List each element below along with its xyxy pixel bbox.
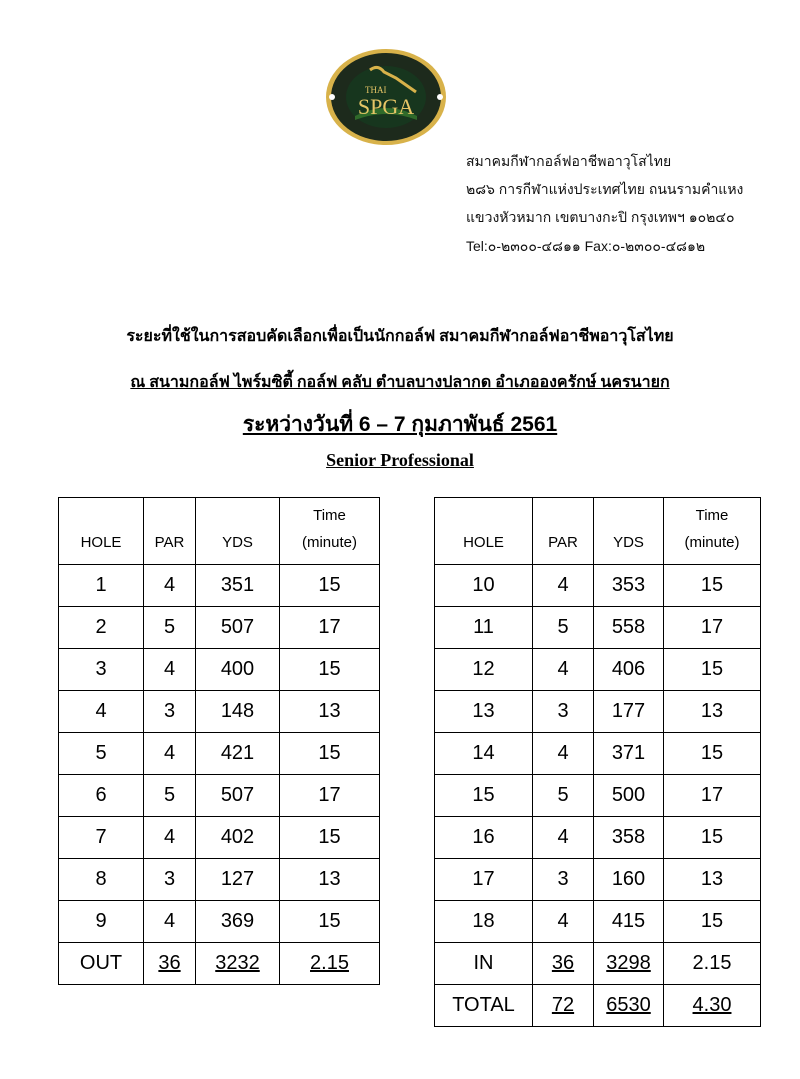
time-total-cell: [280, 943, 380, 985]
header-row: [435, 498, 761, 565]
par-cell: 4: [144, 733, 196, 775]
table-row: [59, 733, 380, 775]
time-cell: 17: [664, 607, 761, 649]
hole-header: HOLE: [435, 498, 533, 565]
hole-cell: 13: [435, 691, 533, 733]
hole-cell: 5: [59, 733, 144, 775]
par-cell: 4: [533, 733, 594, 775]
yds-cell: 358: [594, 817, 664, 859]
summary-value: 3232: [215, 952, 260, 974]
hole-cell: 11: [435, 607, 533, 649]
venue-line: ณ สนามกอล์ฟ ไพร์มซิตี้ กอล์ฟ คลับ ตำบลบางปลากด อำเภอองครักษ์ นครนายก: [130, 374, 670, 391]
yds-cell: 353: [594, 565, 664, 607]
table-row: [435, 565, 761, 607]
yds-cell: 507: [196, 775, 280, 817]
hole-cell: 9: [59, 901, 144, 943]
table-row: [435, 733, 761, 775]
par-cell: 3: [533, 691, 594, 733]
hole-cell: 8: [59, 859, 144, 901]
yds-total-cell: [196, 943, 280, 985]
table-row: [435, 691, 761, 733]
table-row: [59, 607, 380, 649]
yds-cell: 351: [196, 565, 280, 607]
hole-header: HOLE: [59, 498, 144, 565]
hole-cell: 7: [59, 817, 144, 859]
time-cell: 13: [280, 691, 380, 733]
summary-value: 6530: [606, 994, 651, 1016]
table-row: [59, 859, 380, 901]
summary-value: OUT: [79, 952, 123, 974]
yds-cell: 369: [196, 901, 280, 943]
yds-cell: 500: [594, 775, 664, 817]
time-total-cell: [664, 985, 761, 1027]
summary-value: 2.15: [692, 952, 732, 974]
thai-spga-logo: [325, 48, 447, 146]
par-cell: 4: [144, 901, 196, 943]
yds-total-cell: [594, 985, 664, 1027]
yds-cell: 415: [594, 901, 664, 943]
hole-cell: 18: [435, 901, 533, 943]
yds-cell: 558: [594, 607, 664, 649]
yds-cell: 421: [196, 733, 280, 775]
par-cell: 4: [533, 649, 594, 691]
address-line-1: ๒๘๖ การกีฬาแห่งประเทศไทย ถนนรามคำแหง: [466, 181, 744, 197]
par-total-cell: [533, 943, 594, 985]
table-row: [435, 817, 761, 859]
par-cell: 3: [144, 859, 196, 901]
hole-cell: 1: [59, 565, 144, 607]
table-row: [59, 649, 380, 691]
contact-line: Tel:๐-๒๓๐๐-๔๘๑๑ Fax:๐-๒๓๐๐-๔๘๑๒: [466, 238, 706, 254]
time-cell: 13: [280, 859, 380, 901]
hole-cell: 2: [59, 607, 144, 649]
hole-cell: 14: [435, 733, 533, 775]
time-cell: 17: [280, 607, 380, 649]
hole-total-cell: [59, 943, 144, 985]
par-cell: 4: [533, 901, 594, 943]
summary-value: 36: [551, 952, 575, 974]
yds-cell: 148: [196, 691, 280, 733]
time-cell: 15: [664, 901, 761, 943]
yds-cell: 402: [196, 817, 280, 859]
hole-cell: 17: [435, 859, 533, 901]
yds-total-cell: [594, 943, 664, 985]
par-cell: 4: [144, 565, 196, 607]
yds-cell: 127: [196, 859, 280, 901]
time-label: Time: [313, 507, 346, 524]
minute-label: (minute): [301, 534, 357, 551]
summary-value: TOTAL: [452, 994, 515, 1016]
summary-value: IN: [473, 952, 494, 974]
summary-row: [435, 943, 761, 985]
yds-cell: 160: [594, 859, 664, 901]
par-cell: 4: [533, 565, 594, 607]
summary-row: [435, 985, 761, 1027]
time-cell: 15: [280, 649, 380, 691]
par-cell: 4: [144, 817, 196, 859]
logo-spga-text: SPGA: [357, 94, 415, 119]
hole-total-cell: [435, 985, 533, 1027]
table-row: [435, 859, 761, 901]
category-heading: Senior Professional: [326, 450, 474, 470]
time-total-cell: [664, 943, 761, 985]
time-cell: 15: [280, 901, 380, 943]
yds-header: YDS: [594, 498, 664, 565]
par-cell: 3: [533, 859, 594, 901]
time-cell: 15: [280, 733, 380, 775]
par-cell: 5: [144, 775, 196, 817]
par-header: PAR: [533, 498, 594, 565]
time-cell: 13: [664, 859, 761, 901]
time-cell: 15: [664, 565, 761, 607]
time-label: Time: [695, 507, 729, 524]
table-row: [435, 775, 761, 817]
par-cell: 5: [533, 775, 594, 817]
time-cell: 15: [280, 817, 380, 859]
time-cell: 15: [280, 565, 380, 607]
address-line-2: แขวงหัวหมาก เขตบางกะปิ กรุงเทพฯ ๑๐๒๔๐: [466, 209, 735, 225]
par-total-cell: [533, 985, 594, 1027]
par-cell: 3: [144, 691, 196, 733]
hole-cell: 12: [435, 649, 533, 691]
table-row: [59, 817, 380, 859]
document-title: ระยะที่ใช้ในการสอบคัดเลือกเพื่อเป็นนักกอล์ฟ สมาคมกีฬากอล์ฟอาชีพอาวุโสไทย: [126, 328, 674, 345]
hole-cell: 16: [435, 817, 533, 859]
front-nine-table: [58, 497, 380, 985]
minute-label: (minute): [684, 534, 740, 551]
yds-cell: 400: [196, 649, 280, 691]
par-header: PAR: [144, 498, 196, 565]
time-cell: 15: [664, 817, 761, 859]
time-cell: 17: [664, 775, 761, 817]
hole-total-cell: [435, 943, 533, 985]
association-name: สมาคมกีฬากอล์ฟอาชีพอาวุโสไทย: [466, 153, 672, 169]
table-row: [59, 565, 380, 607]
table-row: [435, 649, 761, 691]
table-row: [59, 901, 380, 943]
table-row: [59, 775, 380, 817]
par-cell: 4: [144, 649, 196, 691]
header-row: [59, 498, 380, 565]
yds-cell: 371: [594, 733, 664, 775]
yds-cell: 507: [196, 607, 280, 649]
time-cell: 15: [664, 733, 761, 775]
par-cell: 5: [144, 607, 196, 649]
hole-cell: 6: [59, 775, 144, 817]
summary-value: 36: [158, 952, 181, 974]
date-range: ระหว่างวันที่ 6 – 7 กุมภาพันธ์ 2561: [242, 413, 558, 436]
summary-value: 2.15: [310, 952, 349, 974]
logo-thai-text: THAI: [365, 85, 387, 95]
hole-cell: 10: [435, 565, 533, 607]
yds-header: YDS: [196, 498, 280, 565]
yds-cell: 177: [594, 691, 664, 733]
hole-cell: 4: [59, 691, 144, 733]
hole-cell: 3: [59, 649, 144, 691]
table-row: [435, 607, 761, 649]
table-row: [59, 691, 380, 733]
back-nine-table: [434, 497, 761, 1027]
time-cell: 13: [664, 691, 761, 733]
time-cell: 15: [664, 649, 761, 691]
time-cell: 17: [280, 775, 380, 817]
par-cell: 4: [533, 817, 594, 859]
summary-value: 72: [551, 994, 575, 1016]
summary-value: 4.30: [692, 994, 732, 1016]
yds-cell: 406: [594, 649, 664, 691]
hole-cell: 15: [435, 775, 533, 817]
summary-row: [59, 943, 380, 985]
par-cell: 5: [533, 607, 594, 649]
summary-value: 3298: [606, 952, 651, 974]
par-total-cell: [144, 943, 196, 985]
table-row: [435, 901, 761, 943]
time-header: [280, 498, 380, 565]
time-header: [664, 498, 761, 565]
